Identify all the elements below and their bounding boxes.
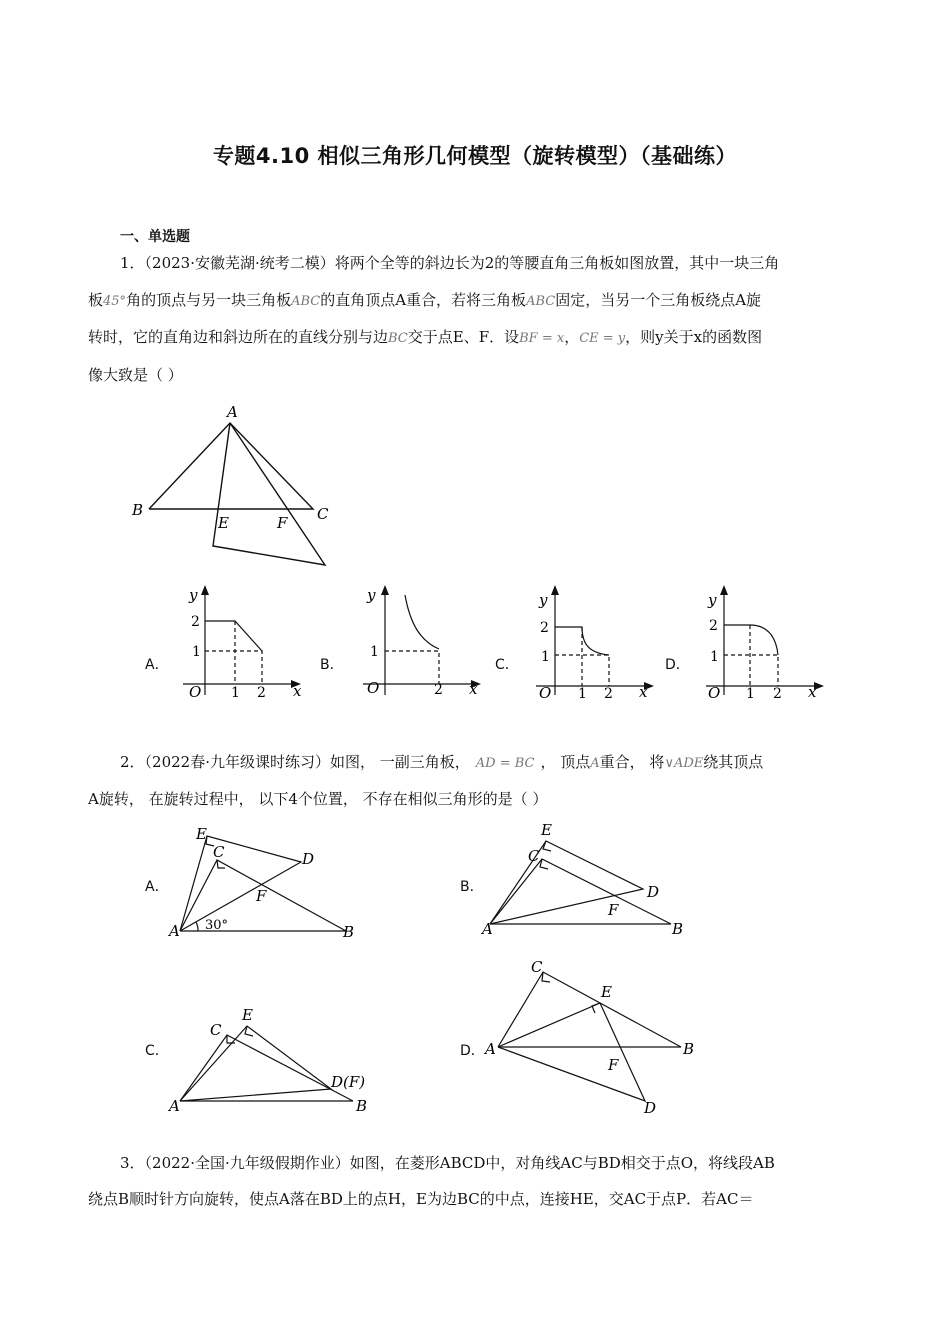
q2-figure-b xyxy=(480,818,690,943)
svg-text:2: 2 xyxy=(191,614,200,630)
svg-text:O: O xyxy=(189,683,202,701)
math-ce-y: CE = y xyxy=(579,331,626,346)
svg-text:x: x xyxy=(808,683,817,701)
math-45deg: 45° xyxy=(103,294,127,309)
q1-option-a-label: A． xyxy=(145,657,169,673)
svg-text:1: 1 xyxy=(541,649,550,665)
q2-figure-d xyxy=(480,955,695,1115)
math-abc-2: ABC xyxy=(526,294,556,309)
svg-text:D: D xyxy=(644,1099,657,1115)
q2-option-a-label: A． xyxy=(145,879,169,895)
math-abc: ABC xyxy=(291,294,321,309)
svg-text:B: B xyxy=(343,923,355,941)
svg-text:2: 2 xyxy=(604,686,613,701)
svg-text:y: y xyxy=(367,586,376,604)
svg-text:E: E xyxy=(242,1006,253,1024)
label-B: B xyxy=(132,501,144,519)
svg-text:B: B xyxy=(672,920,684,938)
svg-text:y: y xyxy=(539,591,548,609)
q3-line-2: 绕点B顺时针方向旋转，使点A落在BD上的点H，E为边BC的中点，连接HE，交AC于点P．若AC＝ xyxy=(88,1190,754,1208)
q1-line-2: 板45°角的顶点与另一块三角板ABC的直角顶点A重合，若将三角板ABC固定，当另一个三角板绕点A旋 xyxy=(88,291,762,309)
svg-text:1: 1 xyxy=(231,685,240,701)
svg-text:F: F xyxy=(608,1056,619,1074)
q2-line-2: A旋转， 在旋转过程中， 以下4个位置， 不存在相似三角形的是（ ） xyxy=(88,790,548,808)
q1-graph-a xyxy=(175,583,315,701)
svg-text:2: 2 xyxy=(434,682,443,698)
svg-text:A: A xyxy=(169,922,180,940)
q2-option-b-label: B． xyxy=(460,879,484,895)
svg-text:1: 1 xyxy=(192,644,201,660)
q2-option-c-label: C． xyxy=(145,1043,169,1059)
svg-text:O: O xyxy=(539,684,552,701)
rotated-triangle xyxy=(213,423,325,565)
q2-figure-c xyxy=(165,1005,380,1120)
svg-text:2: 2 xyxy=(540,620,549,636)
svg-text:x: x xyxy=(639,683,648,701)
svg-text:D: D xyxy=(302,850,315,868)
page-title: 专题4.10 相似三角形几何模型（旋转模型）（基础练） xyxy=(212,144,738,168)
label-A: A xyxy=(227,403,238,421)
svg-text:1: 1 xyxy=(746,686,755,701)
svg-text:1: 1 xyxy=(370,644,379,660)
svg-text:E: E xyxy=(541,821,552,839)
q1-line-3: 转时，它的直角边和斜边所在的直线分别与边BC交于点E、F．设BF = x，CE = y，则y关于x的函数图 xyxy=(88,328,763,346)
math-bc: BC xyxy=(388,331,408,346)
svg-text:2: 2 xyxy=(257,685,266,701)
q1-graph-d xyxy=(698,583,838,701)
q1-triangle-figure xyxy=(125,400,340,575)
svg-text:F: F xyxy=(256,887,267,905)
svg-text:D: D xyxy=(647,883,660,901)
q1-graph-c xyxy=(528,583,668,701)
q1-option-c-label: C． xyxy=(495,657,519,673)
svg-text:O: O xyxy=(367,679,380,697)
q2-option-d-label: D． xyxy=(460,1043,485,1059)
svg-text:C: C xyxy=(531,958,543,976)
label-F: F xyxy=(277,514,288,532)
q3-line-1: 3．（2022·全国·九年级假期作业）如图，在菱形ABCD中，对角线AC与BD相交于点O，将线段AB xyxy=(120,1154,775,1172)
svg-text:C: C xyxy=(528,847,540,865)
svg-text:C: C xyxy=(210,1021,222,1039)
svg-text:B: B xyxy=(683,1040,695,1058)
q1-option-b-label: B． xyxy=(320,657,344,673)
math-a: A xyxy=(590,756,600,771)
math-ade: ∨ADE xyxy=(664,756,704,771)
svg-text:y: y xyxy=(708,591,717,609)
q1-graph-b xyxy=(355,583,495,701)
svg-text:D(F): D(F) xyxy=(331,1073,366,1091)
svg-text:A: A xyxy=(485,1040,496,1058)
svg-text:1: 1 xyxy=(578,686,587,701)
section-heading: 一、单选题 xyxy=(120,229,190,245)
label-C: C xyxy=(317,505,329,523)
svg-text:1: 1 xyxy=(710,649,719,665)
svg-text:E: E xyxy=(196,825,207,843)
svg-text:30°: 30° xyxy=(205,918,229,933)
svg-text:C: C xyxy=(213,843,225,861)
math-ad-bc: AD = BC xyxy=(475,756,535,771)
svg-text:2: 2 xyxy=(709,618,718,634)
svg-text:B: B xyxy=(356,1097,368,1115)
q2-line-1: 2．（2022春·九年级课时练习）如图， 一副三角板， AD = BC ， 顶点A重合， 将∨ADE绕其顶点 xyxy=(120,753,764,771)
svg-text:2: 2 xyxy=(773,686,782,701)
q1-option-d-label: D． xyxy=(665,657,690,673)
label-E: E xyxy=(218,514,229,532)
svg-text:y: y xyxy=(189,586,198,604)
math-bf-x: BF = x xyxy=(519,331,565,346)
svg-text:A: A xyxy=(169,1097,180,1115)
q1-line-4: 像大致是（ ） xyxy=(88,366,183,384)
triangle-abc xyxy=(149,423,313,509)
q1-line-1: 1．（2023·安徽芜湖·统考二模）将两个全等的斜边长为2的等腰直角三角板如图放置，其中一块三角 xyxy=(120,254,780,272)
svg-text:E: E xyxy=(601,983,612,1001)
svg-text:x: x xyxy=(469,680,478,698)
q2-figure-a xyxy=(165,820,365,945)
svg-text:A: A xyxy=(482,920,493,938)
svg-text:O: O xyxy=(708,684,721,701)
svg-text:F: F xyxy=(608,901,619,919)
svg-text:x: x xyxy=(293,682,302,700)
